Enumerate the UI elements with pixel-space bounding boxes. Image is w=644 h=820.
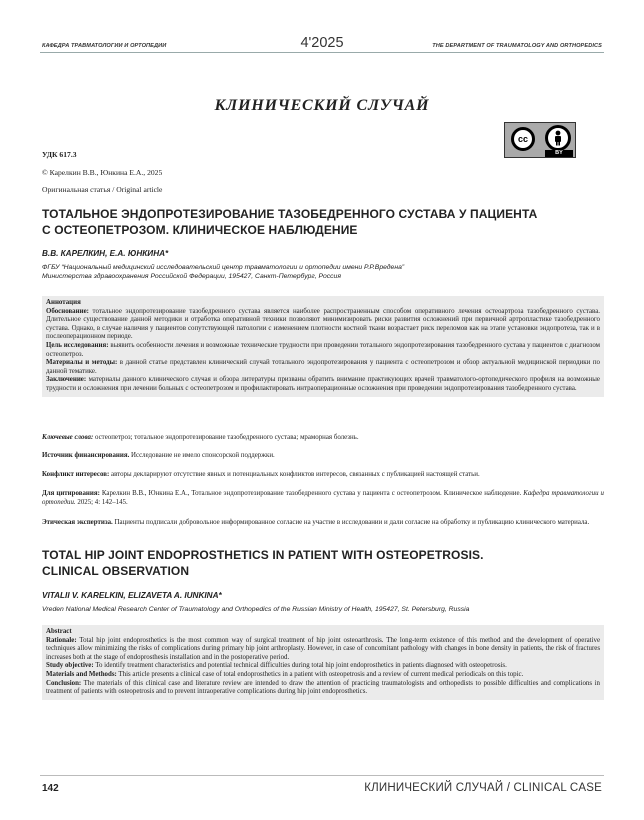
ru-abstract-rationale (46, 308, 600, 342)
running-header-left: КАФЕДРА ТРАВМАТОЛОГИИ И ОРТОПЕДИИ (42, 43, 167, 49)
ru-aim-label: Цель исследования: (46, 341, 109, 349)
en-abstract-rationale (46, 637, 600, 663)
en-abstract (42, 625, 604, 700)
ru-keywords-text: остеопетроз; тотальное эндопротезирование тазобедренного сустава; мраморная болезнь. (93, 434, 359, 441)
udc-code: УДК 617.3 (42, 150, 77, 159)
ru-ethics (42, 519, 604, 528)
person-icon (551, 130, 565, 146)
ru-funding (42, 452, 604, 461)
issue-number: 4'2025 (300, 35, 344, 51)
creative-commons-by-icon[interactable] (504, 122, 576, 158)
en-authors: VITALII V. KARELKIN, ELIZAVETA A. IUNKINA* (42, 591, 222, 600)
ru-methods-text: в данной статье представлен клинический случай тотального эндопротезирования у пациента с остеопетрозом и обзор актуальной медицинской периодики по данной тематике. (46, 359, 600, 375)
ru-conclusion-label: Заключение: (46, 376, 87, 384)
en-title-line-1: TOTAL HIP JOINT ENDOPROSTHETICS IN PATIENT WITH OSTEOPETROSIS. (42, 548, 484, 562)
ru-methods-label: Материалы и методы: (46, 359, 118, 367)
ru-abstract (42, 296, 604, 397)
ru-conclusion-text: материалы данного клинического случая и обзора литературы призваны обратить внимание практикующих врачей травматолого-ортопедического профиля на возможные трудности и осложнения при лечении больных с остеопетрозом и профилактировать интраоперационные осложнения при проведении эндопротезирования тазобедренного сустава. (46, 376, 600, 392)
ru-conflict-text: авторы декларируют отсутствие явных и потенциальных конфликтов интересов, связанных с публикацией настоящей статьи. (109, 471, 480, 478)
en-methods-text: This article presents a clinical case of total endoprosthetics in a patient with osteopetrosis and a review of current medical periodicals on this topic. (116, 670, 524, 678)
ru-article-title (42, 207, 582, 238)
en-abstract-methods (46, 671, 600, 680)
ru-title-line-1: ТОТАЛЬНОЕ ЭНДОПРОТЕЗИРОВАНИЕ ТАЗОБЕДРЕННОГО СУСТАВА У ПАЦИЕНТА (42, 207, 538, 221)
ru-affiliation-line-1: ФГБУ “Национальный медицинский исследовательский центр травматологии и ортопедии имени Р.Р.Вредена” (42, 264, 405, 271)
ru-ethics-text: Пациенты подписали добровольное информированное согласие на участие в исследовании и дали согласие на обработку и публикацию клинического материала. (112, 519, 590, 526)
en-article-title (42, 548, 582, 579)
ru-abstract-heading: Аннотация (46, 299, 81, 306)
en-affiliation: Vreden National Medical Research Center of Traumatology and Orthopedics of the Russian Ministry of Health, 195427, St. Petersburg, Russia (42, 606, 470, 613)
ru-conflict-label: Конфликт интересов: (42, 471, 110, 478)
running-footer: КЛИНИЧЕСКИЙ СЛУЧАЙ / CLINICAL CASE (364, 782, 602, 794)
ru-abstract-conclusion (46, 376, 600, 393)
ru-citation-tail: 2025; 4: 142–145. (75, 498, 128, 506)
page-number: 142 (42, 783, 59, 794)
en-abstract-objective (46, 662, 600, 671)
ru-affiliation-line-2: Министерства здравоохранения Российской Федерации, 195427, Санкт-Петербург, Россия (42, 273, 341, 280)
header-divider (40, 52, 604, 53)
ru-authors: В.В. КАРЕЛКИН, Е.А. ЮНКИНА* (42, 249, 169, 258)
ru-keywords (42, 434, 604, 443)
ru-conflict (42, 471, 604, 480)
ru-abstract-methods (46, 359, 600, 376)
en-abstract-conclusion (46, 680, 600, 697)
en-objective-text: To identify treatment characteristics and potential technical difficulties during total hip joint endoprosthetics in patients diagnosed with osteopetrosis. (93, 662, 507, 670)
en-rationale-text: Total hip joint endoprosthetics is the most common way of surgical treatment of hip joint osteoarthrosis. The long-term existence of this method and the development of operative techniques allow minimizing the risks of complications during primary hip joint arthroplasty. However, in case of concomitant pathology with changes in bone density in patients, the risk of fractures increases both at the stage of endoprosthesis installation and in the postoperative period. (46, 636, 600, 661)
en-rationale-label: Rationale: (46, 636, 77, 644)
running-header-right: THE DEPARTMENT OF TRAUMATOLOGY AND ORTHOPEDICS (432, 43, 602, 49)
ru-funding-text: Исследование не имело спонсорской поддержки. (129, 452, 275, 459)
ru-affiliation (42, 263, 602, 281)
en-abstract-heading: Abstract (46, 628, 72, 635)
ru-citation-text: Карелкин В.В., Юнкина Е.А., Тотальное эндопротезирование тазобедренного сустава у пациента с остеопетрозом. Клиническое наблюдение. (99, 490, 524, 497)
en-title-line-2: CLINICAL OBSERVATION (42, 563, 190, 578)
ru-ethics-label: Этическая экспертиза. (42, 519, 113, 526)
ru-rationale-text: тотальное эндопротезирование тазобедренного сустава является наиболее распространенным способом оперативного лечения остеоартроза тазобедренного сустава. Длительное существование данной методики и отработка оперативной техники позволяют минимизировать риски развития осложнений при первичной артропластике тазобедренного сустава. Однако, в случае наличия у пациентов сопутствующей патологии с изменением плотности костной ткани возрастает риск переломов как на этапе установки эндопротеза, так и в послеоперационном периоде. (46, 307, 600, 341)
en-methods-label: Materials and Methods: (46, 670, 117, 678)
ru-keywords-label: Ключевые слова: (42, 434, 94, 441)
ru-citation-journal: Кафедра травматологии и ортопедии. (42, 490, 604, 506)
cc-logo-icon: cc (511, 127, 535, 151)
ru-abstract-aim (46, 342, 600, 359)
article-type: Оригинальная статья / Original article (42, 185, 163, 194)
footer-divider (40, 775, 604, 776)
en-objective-label: Study objective: (46, 662, 94, 670)
attribution-person-icon (545, 125, 571, 151)
copyright-line: © Карелкин В.В., Юнкина Е.А., 2025 (42, 168, 163, 177)
en-conclusion-text: The materials of this clinical case and literature review are intended to draw the attention of practicing traumatologists and orthopedists to possible difficulties and complications in treatment of patients with osteopetrosis and to prevent intraoperative complications during hip joint endoprosthetics. (46, 679, 600, 696)
ru-rationale-label: Обоснование: (46, 307, 89, 315)
section-title: КЛИНИЧЕСКИЙ СЛУЧАЙ (214, 97, 430, 114)
by-label: BY (545, 150, 573, 157)
ru-aim-text: выявить особенности лечения и возможные технические трудности при проведении тотального эндопротезирования тазобедренного сустава у пациентов с диагнозом остеопетроз. (46, 341, 600, 358)
ru-title-line-2: С ОСТЕОПЕТРОЗОМ. КЛИНИЧЕСКОЕ НАБЛЮДЕНИЕ (42, 222, 358, 237)
ru-citation (42, 490, 604, 507)
ru-citation-label: Для цитирования: (42, 490, 100, 497)
ru-funding-label: Источник финансирования. (42, 452, 130, 459)
en-conclusion-label: Conclusion: (46, 679, 82, 687)
